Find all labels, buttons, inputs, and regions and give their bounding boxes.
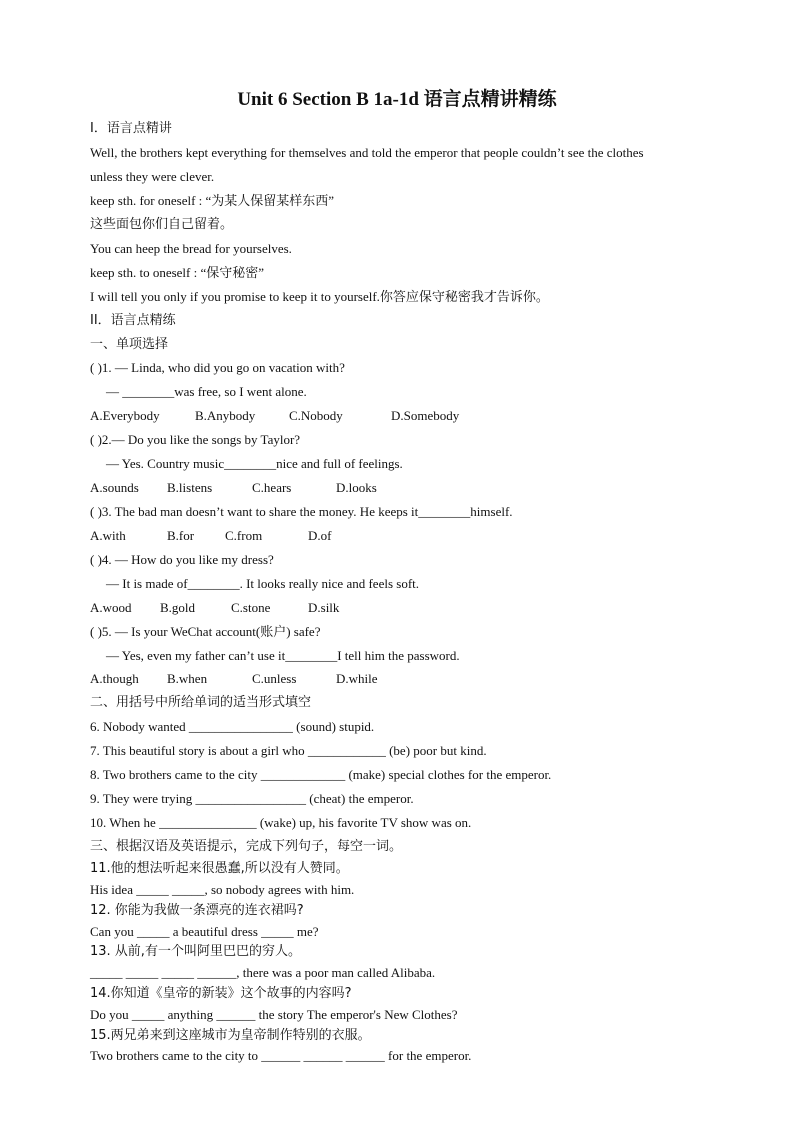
option-b: B.when [167, 671, 208, 686]
example-sentence-cont: unless they were clever. [90, 169, 215, 184]
option-b: B.gold [160, 600, 196, 615]
option-c: C.stone [231, 600, 271, 615]
part-heading-single-choice: 一、单项选择 [90, 337, 169, 352]
question-15-english: Two brothers came to the city to ______ ______ ______ for the emperor. [90, 1048, 472, 1063]
question-13-english: _____ _____ _____ ______, there was a poor man called Alibaba. [90, 965, 436, 980]
option-c: C.hears [252, 480, 292, 495]
question-10: 10. When he _______________ (wake) up, his favorite TV show was on. [90, 815, 472, 830]
phrase-definition: keep sth. for oneself : “为某人保留某样东西” [90, 193, 335, 208]
question-2: ( )2.— Do you like the songs by Taylor? [90, 432, 301, 447]
option-c: C.Nobody [289, 408, 343, 423]
section-heading-explanation: I．语言点精讲 [90, 121, 172, 136]
example-sentence: Well, the brothers kept everything for themselves and told the emperor that people couldn’t see the clothes [90, 145, 644, 160]
question-9: 9. They were trying _________________ (cheat) the emperor. [90, 791, 414, 806]
option-d: D.silk [308, 600, 340, 615]
question-1-reply: — ________was free, so I went alone. [106, 384, 307, 399]
question-8: 8. Two brothers came to the city _____________ (make) special clothes for the emperor. [90, 767, 552, 782]
question-3: ( )3. The bad man doesn’t want to share the money. He keeps it________himself. [90, 504, 513, 519]
option-d: D.Somebody [391, 408, 460, 423]
question-2-reply: — Yes. Country music________nice and full of feelings. [106, 456, 403, 471]
question-4: ( )4. — How do you like my dress? [90, 552, 274, 567]
question-15-chinese: 15.两兄弟来到这座城市为皇帝制作特别的衣服。 [90, 1028, 371, 1043]
option-d: D.of [308, 528, 332, 543]
question-14-chinese: 14.你知道《皇帝的新装》这个故事的内容吗? [90, 986, 352, 1001]
option-c: C.from [225, 528, 263, 543]
option-a: A.though [90, 671, 139, 686]
page-title: Unit 6 Section B 1a-1d 语言点精讲精练 [237, 89, 557, 110]
part-heading-translation: 三、根据汉语及英语提示，完成下列句子，每空一词。 [90, 839, 403, 854]
question-5-reply: — Yes, even my father can’t use it________I tell him the password. [106, 648, 460, 663]
question-4-reply: — It is made of________. It looks really nice and feels soft. [106, 576, 420, 591]
option-a: A.Everybody [90, 408, 160, 423]
question-12-english: Can you _____ a beautiful dress _____ me? [90, 924, 319, 939]
option-d: D.looks [336, 480, 377, 495]
option-b: B.Anybody [195, 408, 256, 423]
option-b: B.for [167, 528, 195, 543]
bilingual-example: I will tell you only if you promise to keep it to yourself.你答应保守秘密我才告诉你。 [90, 289, 549, 304]
option-a: A.wood [90, 600, 132, 615]
chinese-example: 这些面包你们自己留着。 [90, 217, 234, 232]
option-c: C.unless [252, 671, 297, 686]
question-5: ( )5. — Is your WeChat account(账户) safe? [90, 624, 321, 639]
question-13-chinese: 13. 从前,有一个叫阿里巴巴的穷人。 [90, 944, 301, 959]
question-12-chinese: 12. 你能为我做一条漂亮的连衣裙吗? [90, 903, 304, 918]
option-a: A.sounds [90, 480, 139, 495]
option-b: B.listens [167, 480, 213, 495]
section-heading-practice: II．语言点精练 [90, 313, 176, 328]
question-1: ( )1. — Linda, who did you go on vacation with? [90, 360, 345, 375]
question-11-english: His idea _____ _____, so nobody agrees with him. [90, 882, 355, 897]
question-7: 7. This beautiful story is about a girl who ____________ (be) poor but kind. [90, 743, 487, 758]
phrase-definition: keep sth. to oneself : “保守秘密” [90, 265, 265, 280]
question-14-english: Do you _____ anything ______ the story The emperor's New Clothes? [90, 1007, 458, 1022]
option-a: A.with [90, 528, 126, 543]
question-11-chinese: 11.他的想法听起来很愚蠢,所以没有人赞同。 [90, 861, 349, 876]
option-d: D.while [336, 671, 378, 686]
part-heading-word-forms: 二、用括号中所给单词的适当形式填空 [90, 695, 312, 710]
question-6: 6. Nobody wanted ________________ (sound) stupid. [90, 719, 375, 734]
english-example: You can heep the bread for yourselves. [90, 241, 292, 256]
